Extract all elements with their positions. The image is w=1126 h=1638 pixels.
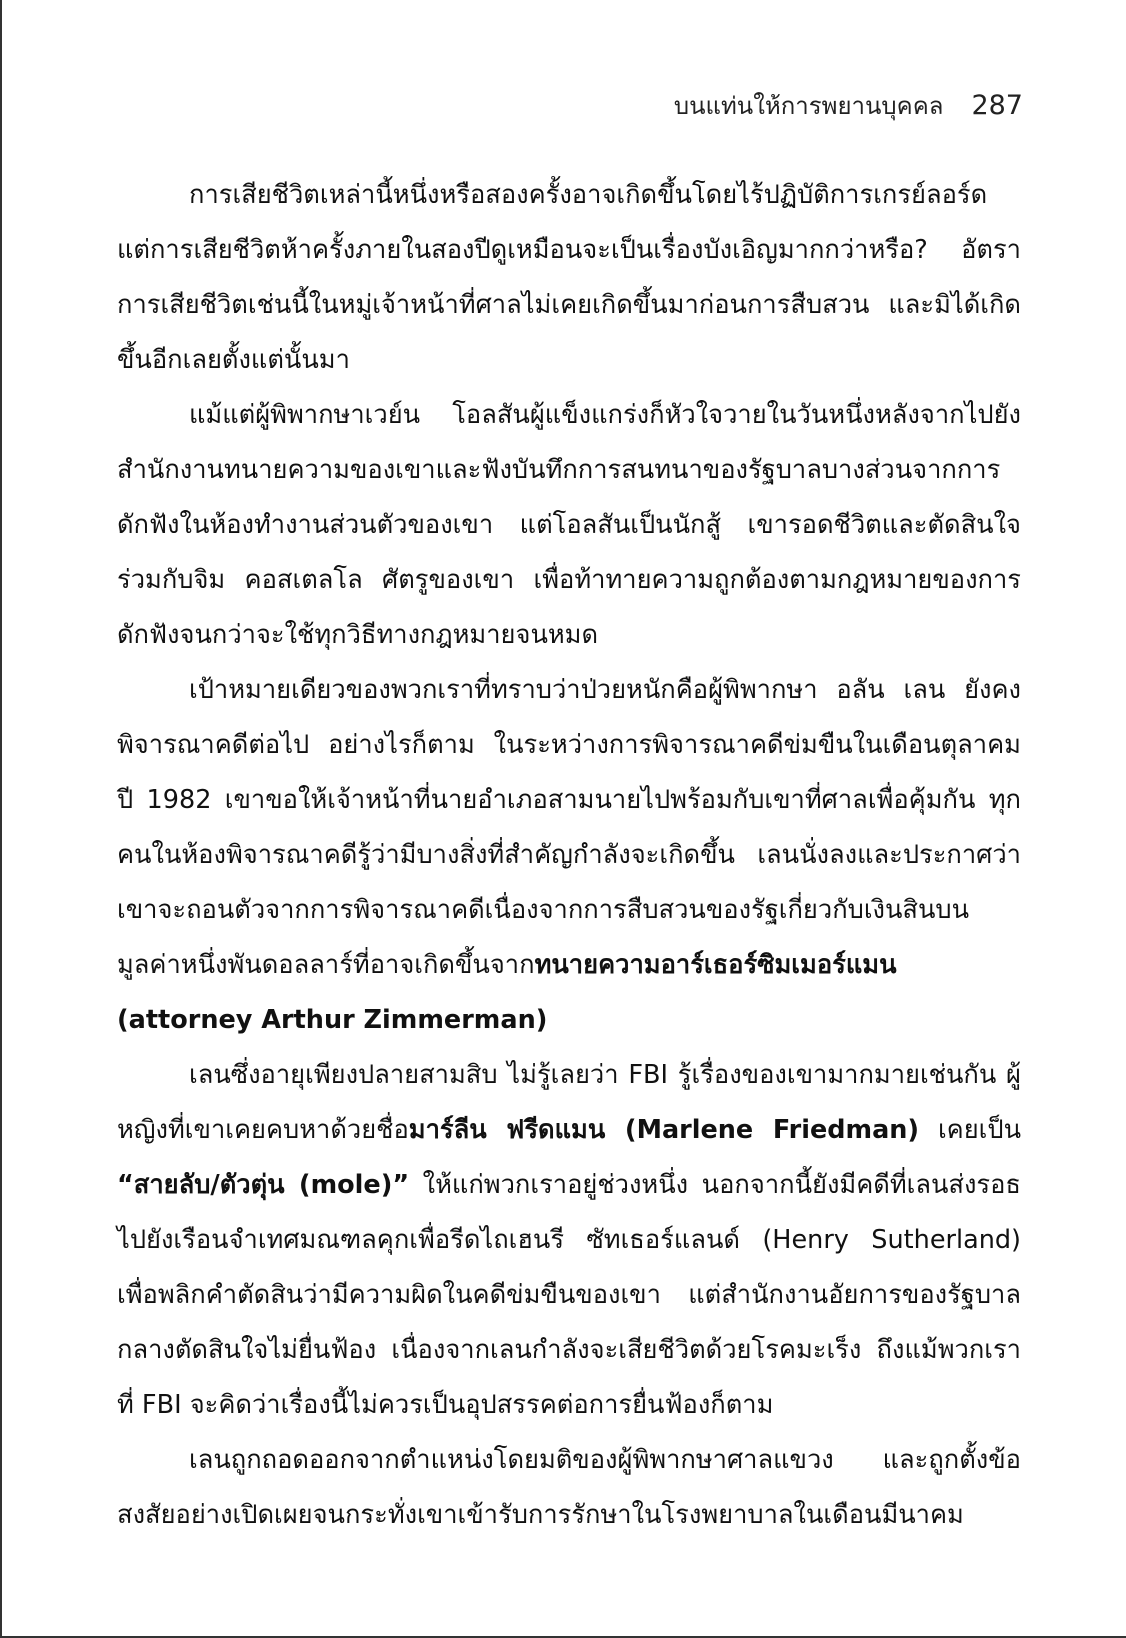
paragraph-1 (117, 168, 1021, 388)
paragraph-1-text: การเสียชีวิตเหล่านี้หนึ่งหรือสองครั้งอาจเกิดขึ้นโดยไร้ปฏิบัติการเกรย์ลอร์ด แต่การเสียชีวิตห้าครั้งภายในสองปีดูเหมือนจะเป็นเรื่องบังเอิญมากกว่าหรือ? อัตราการเสียชีวิตเช่นนี้ในหมู่เจ้าหน้าที่ศาลไม่เคยเกิดขึ้นมาก่อนการสืบสวน และมิได้เกิดขึ้นอีกเลยตั้งแต่นั้นมา (117, 180, 1021, 375)
page-edge-left (0, 0, 2, 1638)
paragraph-4 (117, 1048, 1021, 1433)
paragraph-3-text: เป้าหมายเดียวของพวกเราที่ทราบว่าป่วยหนักคือผู้พิพากษา อลัน เลน ยังคงพิจารณาคดีต่อไป อย่างไรก็ตาม ในระหว่างการพิจารณาคดีข่มขืนในเดือนตุลาคม ปี 1982 เขาขอให้เจ้าหน้าที่นายอำเภอสามนายไปพร้อมกับเขาที่ศาลเพื่อคุ้มกัน ทุกคนในห้องพิจารณาคดีรู้ว่ามีบางสิ่งที่สำคัญกำลังจะเกิดขึ้น เลนนั่งลงและประกาศว่าเขาจะถอนตัวจากการพิจารณาคดีเนื่องจากการสืบสวนของรัฐเกี่ยวกับเงินสินบนมูลค่าหนึ่งพันดอลลาร์ที่อาจเกิดขึ้นจาก (117, 675, 1021, 980)
paragraph-5 (117, 1433, 1021, 1543)
paragraph-4-bold-name: มาร์ลีน ฟรีดแมน (Marlene Friedman) (408, 1115, 920, 1145)
paragraph-4-text-after: ให้แก่พวกเราอยู่ช่วงหนึ่ง นอกจากนี้ยังมีคดีที่เลนส่งรอธไปยังเรือนจำเทศมณฑลคุกเพื่อรีดไถเฮนรี ซัทเธอร์แลนด์ (Henry Sutherland) เพื่อพลิกคำตัดสินว่ามีความผิดในคดีข่มขืนของเขา แต่สำนักงานอัยการของรัฐบาลกลางตัดสินใจไม่ยื่นฟ้อง เนื่องจากเลนกำลังจะเสียชีวิตด้วยโรคมะเร็ง ถึงแม้พวกเราที่ FBI จะคิดว่าเรื่องนี้ไม่ควรเป็นอุปสรรคต่อการยื่นฟ้องก็ตาม (117, 1170, 1021, 1420)
page-number: 287 (971, 90, 1023, 121)
paragraph-3-bold-name: ทนายความอาร์เธอร์ซิมเมอร์แมน (attorney Arthur Zimmerman) (117, 950, 897, 1035)
paragraph-2 (117, 388, 1021, 663)
paragraph-4-bold-term: “สายลับ/ตัวตุ่น (mole)” (117, 1170, 410, 1200)
paragraph-2-text: แม้แต่ผู้พิพากษาเวย์น โอลสันผู้แข็งแกร่งก็หัวใจวายในวันหนึ่งหลังจากไปยังสำนักงานทนายความของเขาและฟังบันทึกการสนทนาของรัฐบาลบางส่วนจากการดักฟังในห้องทำงานส่วนตัวของเขา แต่โอลสันเป็นนักสู้ เขารอดชีวิตและตัดสินใจร่วมกับจิม คอสเตลโล ศัตรูของเขา เพื่อท้าทายความถูกต้องตามกฎหมายของการดักฟังจนกว่าจะใช้ทุกวิธีทางกฎหมายจนหมด (117, 400, 1021, 650)
paragraph-5-text: เลนถูกถอดออกจากตำแหน่งโดยมติของผู้พิพากษาศาลแขวง และถูกตั้งข้อสงสัยอย่างเปิดเผยจนกระทั่งเขาเข้ารับการรักษาในโรงพยาบาลในเดือนมีนาคม (117, 1445, 1021, 1530)
running-title: บนแท่นให้การพยานบุคคล (673, 92, 944, 120)
paragraph-4-text-before: เลนซึ่งอายุเพียงปลายสามสิบ ไม่รู้เลยว่า FBI รู้เรื่องของเขามากมายเช่นกัน ผู้หญิงที่เขาเคยคบหาด้วยชื่อ (117, 1060, 1021, 1145)
paragraph-4-text-middle: เคยเป็น (919, 1115, 1021, 1145)
paragraph-3 (117, 663, 1021, 1048)
running-header (674, 86, 1023, 125)
body-text (117, 168, 1021, 1543)
